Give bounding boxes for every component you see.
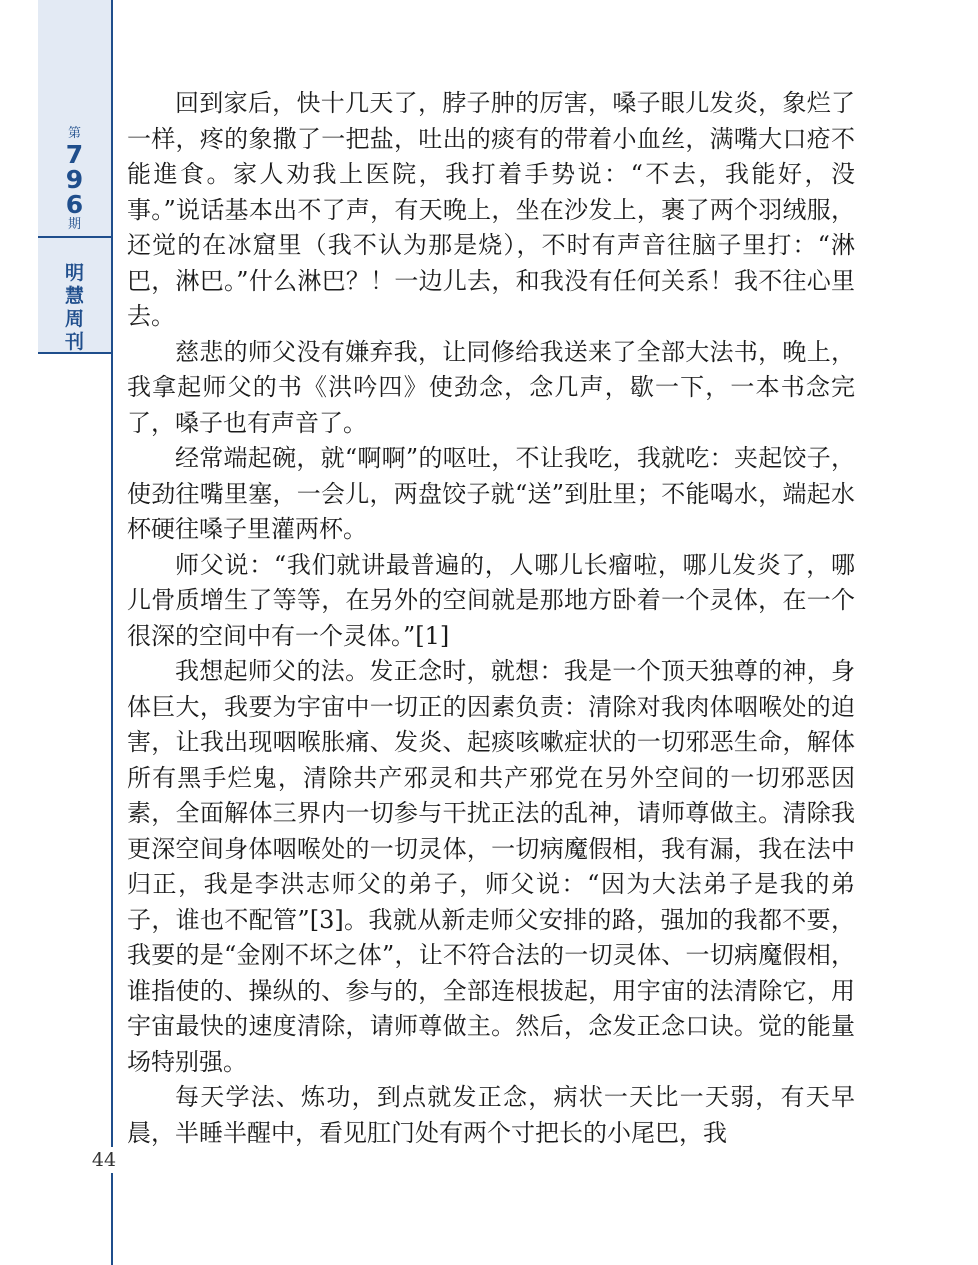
issue-digit: 7 [65,140,84,169]
paragraph: 师父说：“我们就讲最普遍的，人哪儿长瘤啦，哪儿发炎了，哪儿骨质增生了等等，在另外的空间就是那地方卧着一个灵体，在一个很深的空间中有一个灵体。”[1] [127,550,855,650]
magazine-title-char: 慧 [64,285,84,307]
issue-suffix: 期 [67,217,81,232]
magazine-title-char: 周 [64,308,84,330]
sidebar-vertical-rule [111,0,113,1265]
issue-prefix: 第 [67,126,81,141]
sidebar-divider [38,236,113,238]
article-body [127,86,855,1151]
paragraph: 回到家后，快十几天了，脖子肿的厉害，嗓子眼儿发炎，象烂了一样，疼的象撒了一把盐，吐出的痰有的带着小血丝，满嘴大口疮不能進食。家人劝我上医院，我打着手势说：“不去，我能好，没事。”说话基本出不了声，有天晚上，坐在沙发上，裹了两个羽绒服，还觉的在冰窟里（我不认为那是烧），不时有声音往脑子里打：“淋巴，淋巴。”什么淋巴？！一边儿去，和我没有任何关系！我不往心里去。 [127,89,855,330]
paragraph: 每天学法、炼功，到点就发正念，病状一天比一天弱，有天早晨，半睡半醒中，看见肛门处有两个寸把长的小尾巴，我 [127,1083,855,1147]
page-number: 44 [88,1147,120,1173]
issue-digit: 6 [65,190,84,219]
issue-digit: 9 [65,165,84,194]
issue-number [38,126,111,233]
paragraph: 慈悲的师父没有嫌弃我，让同修给我送来了全部大法书，晚上，我拿起师父的书《洪吟四》使劲念，念几声，歇一下，一本书念完了，嗓子也有声音了。 [127,337,855,437]
paragraph: 我想起师父的法。发正念时，就想：我是一个顶天独尊的神，身体巨大，我要为宇宙中一切正的因素负责：清除对我肉体咽喉处的迫害，让我出现咽喉胀痛、发炎、起痰咳嗽症状的一切邪恶生命，解体所有黑手烂鬼，清除共产邪灵和共产邪党在另外空间的一切邪恶因素，全面解体三界内一切参与干扰正法的乱神，请师尊做主。清除我更深空间身体咽喉处的一切灵体，一切病魔假相，我有漏，我在法中归正，我是李洪志师父的弟子，师父说：“因为大法弟子是我的弟子，谁也不配管”[3]。我就从新走师父安排的路，强加的我都不要，我要的是“金刚不坏之体”，让不符合法的一切灵体、一切病魔假相，谁指使的、操纵的、参与的，全部连根拔起，用宇宙的法清除它，用宇宙最快的速度清除，请师尊做主。然后，念发正念口诀。觉的能量场特别强。 [127,657,855,1076]
magazine-title-char: 刊 [64,331,84,353]
magazine-title [38,262,111,354]
paragraph: 经常端起碗，就“啊啊”的呕吐，不让我吃，我就吃：夹起饺子，使劲往嘴里塞，一会儿，两盘饺子就“送”到肚里；不能喝水，端起水杯硬往嗓子里灌两杯。 [127,444,855,543]
magazine-title-char: 明 [64,262,84,284]
